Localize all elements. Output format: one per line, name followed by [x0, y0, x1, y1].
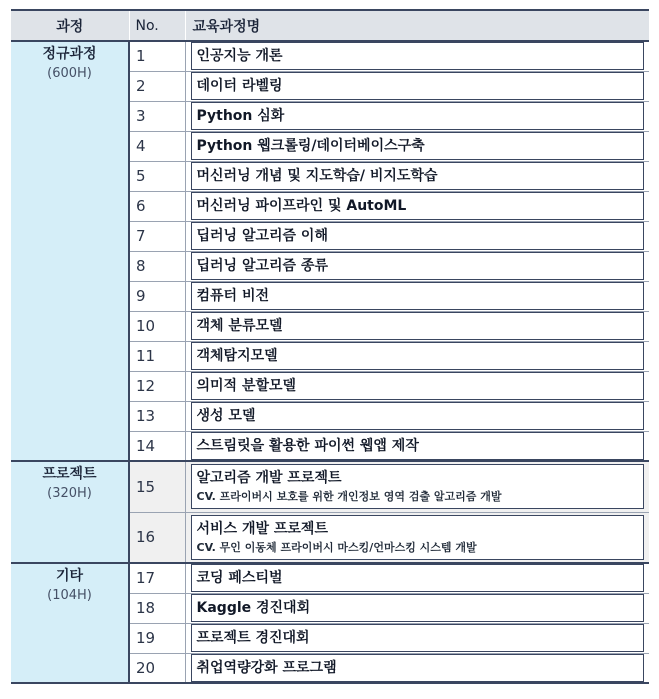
row-number: 20: [129, 653, 185, 683]
course-cell: [185, 281, 649, 311]
course-cell: [185, 41, 649, 71]
course-name: 딥러닝 알고리즘 종류: [191, 252, 645, 280]
row-number: 1: [129, 41, 185, 71]
table-row: [11, 461, 649, 512]
category-regular: [11, 41, 129, 461]
course-cell: [185, 431, 649, 461]
course-cell: [185, 371, 649, 401]
course-cell: [185, 401, 649, 431]
row-number: 8: [129, 251, 185, 281]
course-cell: [185, 101, 649, 131]
course-cell: [185, 221, 649, 251]
course-name: 프로젝트 경진대회: [191, 624, 645, 652]
row-number: 11: [129, 341, 185, 371]
curriculum-table-container: [11, 9, 649, 689]
row-number: 7: [129, 221, 185, 251]
row-number: 18: [129, 593, 185, 623]
row-number: 15: [129, 461, 185, 512]
category-title: 기타: [55, 568, 84, 584]
course-cell: [185, 161, 649, 191]
course-cell: [185, 653, 649, 683]
row-number: 16: [129, 512, 185, 563]
category-hours: (600H): [47, 66, 92, 81]
course-name: 객체탐지모델: [191, 342, 645, 370]
curriculum-table: [11, 9, 649, 684]
course-name: 머신러닝 파이프라인 및 AutoML: [191, 192, 645, 220]
course-name: 알고리즘 개발 프로젝트: [196, 470, 342, 487]
course-name: 스트림릿을 활용한 파이썬 웹앱 제작: [191, 432, 645, 460]
project-box: [191, 515, 645, 560]
row-number: 5: [129, 161, 185, 191]
course-name: 데이터 라벨링: [191, 72, 645, 100]
course-name: 의미적 분할모델: [191, 372, 645, 400]
table-row: [11, 563, 649, 593]
course-name: Python 심화: [191, 102, 645, 130]
course-name: 딥러닝 알고리즘 이해: [191, 222, 645, 250]
course-name: 컴퓨터 비전: [191, 282, 645, 310]
course-detail: CV. 프라이버시 보호를 위한 개인정보 영역 검출 알고리즘 개발: [196, 490, 502, 504]
row-number: 14: [129, 431, 185, 461]
category-title: 프로젝트: [42, 466, 97, 482]
row-number: 4: [129, 131, 185, 161]
course-name: 코딩 페스티벌: [191, 564, 645, 592]
row-number: 12: [129, 371, 185, 401]
course-cell: [185, 131, 649, 161]
course-cell: [185, 71, 649, 101]
row-number: 2: [129, 71, 185, 101]
course-cell: [185, 191, 649, 221]
course-cell: [185, 623, 649, 653]
course-name: 인공지능 개론: [191, 42, 645, 70]
row-number: 19: [129, 623, 185, 653]
header-number: No.: [129, 10, 185, 41]
course-name: Kaggle 경진대회: [191, 594, 645, 622]
table-header-row: [11, 10, 649, 41]
course-name: 머신러닝 개념 및 지도학습/ 비지도학습: [191, 162, 645, 190]
course-detail: CV. 무인 이동체 프라이버시 마스킹/언마스킹 시스템 개발: [196, 540, 477, 554]
category-hours: (320H): [47, 486, 92, 501]
course-name: 생성 모델: [191, 402, 645, 430]
course-cell: [185, 251, 649, 281]
header-category: 과정: [11, 10, 129, 41]
course-cell: [185, 341, 649, 371]
category-title: 정규과정: [42, 46, 97, 62]
category-other: [11, 563, 129, 683]
category-hours: (104H): [47, 588, 92, 603]
row-number: 17: [129, 563, 185, 593]
course-name: Python 웹크롤링/데이터베이스구축: [191, 132, 645, 160]
course-cell: [185, 461, 649, 512]
row-number: 6: [129, 191, 185, 221]
table-row: [11, 41, 649, 71]
course-cell: [185, 512, 649, 563]
course-name: 취업역량강화 프로그램: [191, 654, 645, 682]
course-name: 객체 분류모델: [191, 312, 645, 340]
course-cell: [185, 563, 649, 593]
course-name: 서비스 개발 프로젝트: [196, 520, 328, 537]
course-cell: [185, 593, 649, 623]
project-box: [191, 464, 645, 509]
row-number: 13: [129, 401, 185, 431]
course-cell: [185, 311, 649, 341]
row-number: 3: [129, 101, 185, 131]
row-number: 9: [129, 281, 185, 311]
category-project: [11, 461, 129, 563]
row-number: 10: [129, 311, 185, 341]
header-course-name: 교육과정명: [185, 10, 649, 41]
